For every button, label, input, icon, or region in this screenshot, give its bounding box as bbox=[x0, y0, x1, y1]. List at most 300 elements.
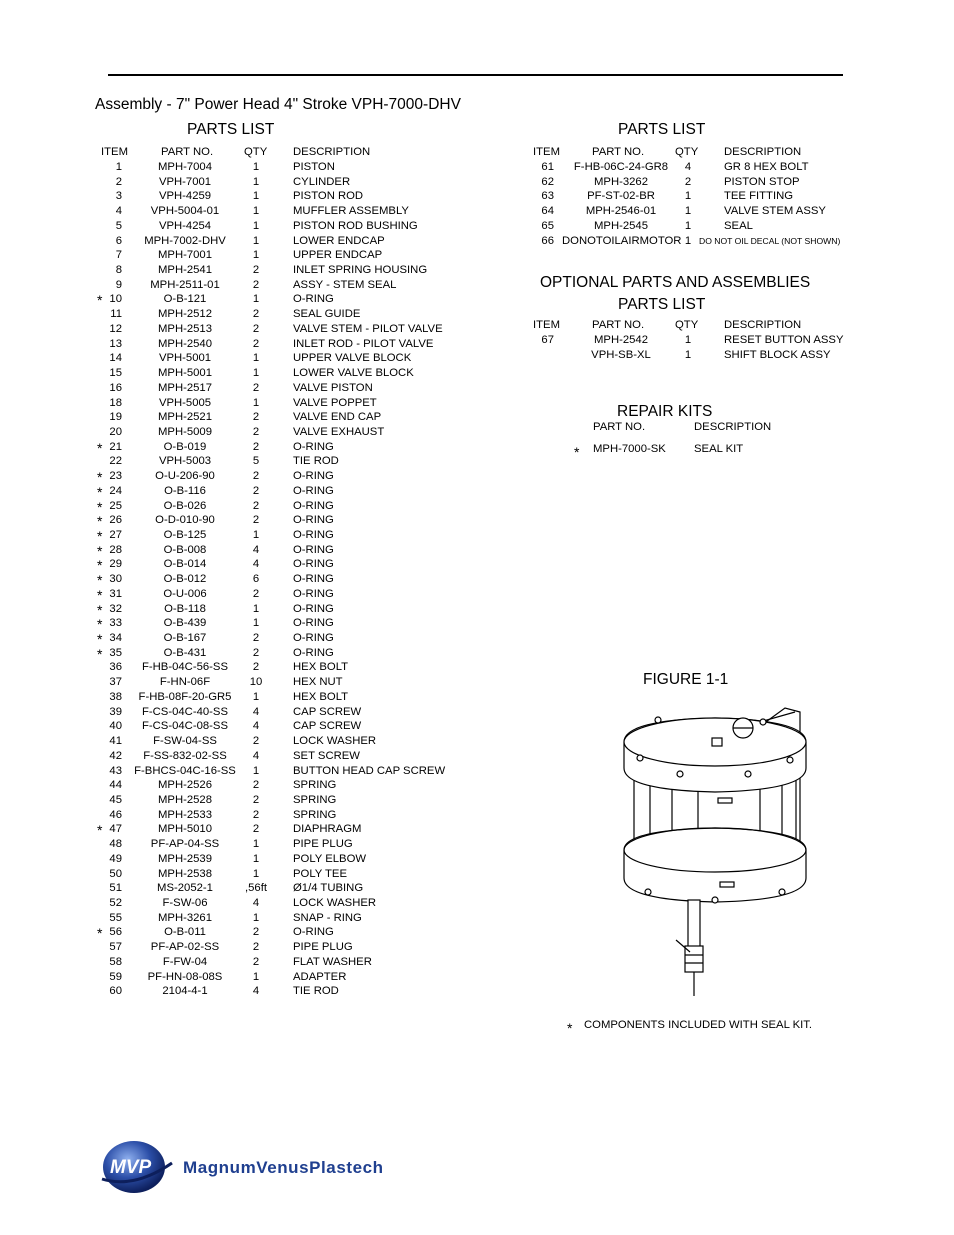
description: PISTON ROD bbox=[293, 190, 364, 203]
quantity: 2 bbox=[252, 808, 260, 821]
seal-kit-marker: * bbox=[97, 572, 103, 589]
quantity: 10 bbox=[249, 676, 263, 689]
item-number: 39 bbox=[109, 705, 122, 718]
description: VALVE END CAP bbox=[293, 411, 382, 424]
mvp-logo-icon bbox=[100, 1133, 400, 1197]
quantity: 2 bbox=[252, 941, 260, 954]
part-number: 2104-4-1 bbox=[162, 985, 208, 998]
part-number: MPH-3261 bbox=[158, 911, 212, 924]
part-number: VPH-5001 bbox=[158, 352, 212, 365]
seal-kit-note: COMPONENTS INCLUDED WITH SEAL KIT. bbox=[584, 1019, 813, 1031]
description: CAP SCREW bbox=[293, 705, 362, 718]
quantity: 1 bbox=[252, 852, 260, 865]
part-row bbox=[0, 925, 480, 940]
item-number: 36 bbox=[109, 661, 122, 674]
quantity: 1 bbox=[684, 348, 692, 361]
quantity: 1 bbox=[252, 293, 260, 306]
part-row bbox=[0, 587, 480, 602]
part-row bbox=[0, 513, 480, 528]
description: LOWER ENDCAP bbox=[293, 234, 385, 247]
part-number: O-B-118 bbox=[164, 602, 206, 615]
description: O-RING bbox=[293, 470, 334, 483]
right-col-header-description: DESCRIPTION bbox=[724, 146, 802, 158]
part-row bbox=[0, 189, 954, 204]
quantity: 1 bbox=[684, 190, 692, 203]
right-col-header-part-no: PART NO. bbox=[592, 146, 645, 158]
part-row bbox=[0, 333, 954, 348]
quantity: 5 bbox=[252, 455, 260, 468]
item-number: 20 bbox=[109, 425, 122, 438]
item-number: 7 bbox=[115, 249, 122, 262]
quantity: 4 bbox=[252, 985, 260, 998]
part-row bbox=[0, 160, 954, 175]
main-parts-heading: PARTS LIST bbox=[187, 121, 275, 138]
description: VALVE PISTON bbox=[293, 381, 373, 394]
item-number: 55 bbox=[109, 911, 122, 924]
item-number: 11 bbox=[110, 308, 122, 321]
part-row bbox=[0, 808, 480, 823]
item-number: 60 bbox=[109, 985, 122, 998]
description: CAP SCREW bbox=[293, 720, 362, 733]
part-row bbox=[0, 292, 480, 307]
part-row bbox=[0, 675, 480, 690]
part-number: MPH-7001 bbox=[158, 249, 212, 262]
item-number: 45 bbox=[109, 793, 122, 806]
description: LOCK WASHER bbox=[293, 897, 377, 909]
part-number: O-D-010-90 bbox=[155, 514, 215, 527]
description: O-RING bbox=[293, 573, 334, 586]
part-number: F-HB-06C-24-GR8 bbox=[573, 161, 669, 173]
description: SEAL bbox=[724, 219, 753, 232]
part-number: VPH-SB-XL bbox=[591, 348, 651, 361]
part-row bbox=[0, 557, 480, 572]
description: PISTON STOP bbox=[724, 175, 800, 188]
part-number: MS-2052-1 bbox=[157, 882, 213, 895]
logo-badge-text: MVP bbox=[110, 1157, 152, 1178]
quantity: 2 bbox=[684, 175, 692, 188]
part-number: MPH-2517 bbox=[158, 381, 212, 394]
part-number: MPH-5010 bbox=[158, 823, 212, 836]
part-row bbox=[0, 793, 480, 808]
part-number: MPH-2539 bbox=[158, 852, 212, 865]
item-number: 63 bbox=[541, 190, 554, 203]
description: CYLINDER bbox=[293, 175, 351, 188]
seal-kit-marker: * bbox=[97, 528, 103, 544]
seal-kit-marker: * bbox=[97, 439, 103, 456]
description: ADAPTER bbox=[293, 970, 347, 983]
part-number: MPH-2545 bbox=[594, 219, 648, 232]
part-number: O-B-012 bbox=[163, 573, 207, 586]
quantity: 1 bbox=[252, 867, 260, 880]
part-number: DONOTOILAIRMOTOR bbox=[562, 234, 682, 247]
description: TIE ROD bbox=[293, 985, 339, 998]
part-number: MPH-2512 bbox=[158, 308, 212, 321]
part-row bbox=[0, 425, 480, 440]
repair-col-header-part-no: PART NO. bbox=[593, 421, 646, 433]
seal-kit-marker: * bbox=[97, 616, 103, 633]
col-header-description: DESCRIPTION bbox=[293, 146, 371, 158]
quantity: 1 bbox=[252, 249, 260, 262]
seal-kit-part-no: MPH-7000-SK bbox=[593, 443, 666, 455]
part-row bbox=[0, 528, 480, 543]
description: O-RING bbox=[293, 587, 334, 600]
part-row bbox=[0, 837, 480, 852]
part-number: F-CS-04C-40-SS bbox=[141, 705, 228, 718]
description: SPRING bbox=[293, 793, 337, 806]
item-number: 48 bbox=[109, 838, 122, 851]
item-number: 37 bbox=[109, 676, 122, 689]
description: SEAL GUIDE bbox=[293, 308, 361, 321]
page-title: Assembly - 7" Power Head 4" Stroke VPH-7000-DHV bbox=[95, 96, 461, 113]
item-number: 9 bbox=[115, 278, 122, 291]
part-row bbox=[0, 278, 480, 293]
quantity: 2 bbox=[252, 823, 260, 836]
description: GR 8 HEX BOLT bbox=[724, 161, 809, 173]
part-number: F-SW-04-SS bbox=[153, 735, 217, 748]
quantity: 4 bbox=[252, 558, 260, 571]
quantity: 2 bbox=[252, 926, 260, 939]
part-number: O-B-026 bbox=[163, 499, 207, 512]
description: SHIFT BLOCK ASSY bbox=[724, 348, 831, 361]
item-number: 62 bbox=[541, 175, 554, 188]
part-number: MPH-3262 bbox=[594, 175, 648, 188]
description: O-RING bbox=[293, 617, 334, 630]
quantity: 1 bbox=[684, 219, 692, 232]
part-number: VPH-5005 bbox=[158, 396, 212, 409]
description: SET SCREW bbox=[293, 749, 360, 762]
part-number: F-SW-06 bbox=[162, 897, 208, 909]
quantity: 4 bbox=[252, 720, 260, 733]
description: INLET ROD - PILOT VALVE bbox=[293, 337, 434, 350]
optional-col-header-item: ITEM bbox=[533, 319, 560, 331]
item-number: 47 bbox=[109, 823, 122, 836]
item-number: 8 bbox=[115, 264, 122, 277]
quantity: 4 bbox=[252, 705, 260, 718]
optional-col-header-description: DESCRIPTION bbox=[724, 319, 802, 331]
quantity: 2 bbox=[252, 411, 260, 424]
quantity: 1 bbox=[252, 911, 260, 924]
part-row bbox=[0, 572, 480, 587]
item-number: 29 bbox=[109, 558, 122, 571]
item-number: 3 bbox=[115, 190, 122, 203]
part-row bbox=[0, 911, 480, 926]
quantity: 1 bbox=[252, 352, 260, 365]
right-parts-heading: PARTS LIST bbox=[618, 121, 706, 138]
quantity: 1 bbox=[252, 234, 260, 247]
item-number: 44 bbox=[109, 779, 122, 792]
description: O-RING bbox=[293, 632, 334, 645]
item-number: 51 bbox=[109, 882, 122, 895]
right-col-header-item: ITEM bbox=[533, 146, 560, 158]
seal-kit-marker: * bbox=[97, 292, 103, 309]
seal-kit-marker: * bbox=[97, 542, 103, 559]
description: FLAT WASHER bbox=[293, 955, 372, 968]
part-row bbox=[0, 263, 480, 278]
part-number: MPH-2540 bbox=[158, 337, 212, 350]
part-number: O-B-008 bbox=[163, 543, 207, 556]
item-number: 58 bbox=[109, 955, 122, 968]
quantity: 6 bbox=[252, 573, 260, 586]
description: PIPE PLUG bbox=[293, 941, 353, 954]
quantity: 2 bbox=[252, 381, 260, 394]
quantity: 2 bbox=[252, 793, 260, 806]
description: ASSY - STEM SEAL bbox=[293, 278, 397, 291]
description: O-RING bbox=[293, 484, 334, 497]
part-row bbox=[0, 366, 480, 381]
seal-kit-marker: * bbox=[97, 822, 103, 839]
item-number: 43 bbox=[109, 764, 122, 777]
item-number: 2 bbox=[115, 175, 122, 188]
item-number: 1 bbox=[115, 161, 122, 173]
part-row bbox=[0, 484, 480, 499]
repair-col-header-description: DESCRIPTION bbox=[694, 421, 772, 433]
part-row bbox=[0, 204, 954, 219]
part-row bbox=[0, 660, 480, 675]
quantity: 1 bbox=[252, 838, 260, 851]
part-number: MPH-2521 bbox=[158, 411, 212, 424]
part-row bbox=[0, 822, 480, 837]
quantity: 1 bbox=[252, 219, 260, 232]
quantity: 2 bbox=[252, 779, 260, 792]
part-row bbox=[0, 764, 480, 779]
description: O-RING bbox=[293, 926, 334, 939]
item-number: 16 bbox=[109, 381, 122, 394]
part-row bbox=[0, 719, 480, 734]
optional-col-header-part-no: PART NO. bbox=[592, 319, 645, 331]
description: TEE FITTING bbox=[724, 190, 794, 203]
quantity: 2 bbox=[252, 470, 260, 483]
part-number: VPH-7001 bbox=[158, 175, 212, 188]
quantity: 1 bbox=[252, 190, 260, 203]
description: O-RING bbox=[293, 440, 334, 453]
part-number: MPH-2538 bbox=[158, 867, 212, 880]
part-number: MPH-5009 bbox=[158, 425, 212, 438]
quantity: ,56ft bbox=[245, 882, 267, 895]
part-row bbox=[0, 602, 480, 617]
item-number: 28 bbox=[109, 543, 122, 556]
part-row bbox=[0, 970, 480, 985]
quantity: 1 bbox=[252, 764, 260, 777]
seal-note-marker: * bbox=[567, 1020, 573, 1036]
item-number: 40 bbox=[109, 720, 122, 733]
seal-kit-marker: * bbox=[97, 645, 103, 662]
part-number: VPH-5004-01 bbox=[150, 205, 220, 218]
item-number: 46 bbox=[109, 808, 122, 821]
description: RESET BUTTON ASSY bbox=[724, 334, 844, 346]
quantity: 2 bbox=[252, 308, 260, 321]
quantity: 1 bbox=[252, 396, 260, 409]
quantity: 2 bbox=[252, 587, 260, 600]
description: O-RING bbox=[293, 543, 334, 556]
quantity: 2 bbox=[252, 955, 260, 968]
item-number: 33 bbox=[109, 617, 122, 630]
part-row bbox=[0, 410, 480, 425]
quantity: 4 bbox=[252, 543, 260, 556]
quantity: 1 bbox=[252, 617, 260, 630]
part-number: F-FW-04 bbox=[162, 955, 208, 968]
item-number: 18 bbox=[109, 396, 122, 409]
item-number: 42 bbox=[109, 749, 122, 762]
seal-kit-marker: * bbox=[97, 557, 103, 574]
description: UPPER VALVE BLOCK bbox=[293, 352, 412, 365]
item-number: 32 bbox=[109, 602, 122, 615]
part-row bbox=[0, 705, 480, 720]
part-number: O-B-011 bbox=[164, 926, 206, 939]
part-number: O-B-125 bbox=[163, 529, 207, 541]
part-number: MPH-2511-01 bbox=[150, 278, 220, 291]
part-row bbox=[0, 219, 954, 234]
item-number: 13 bbox=[109, 337, 122, 350]
part-number: MPH-2513 bbox=[158, 322, 212, 335]
part-number: PF-AP-04-SS bbox=[150, 838, 220, 851]
item-number: 35 bbox=[109, 646, 122, 659]
part-number: MPH-2542 bbox=[594, 334, 648, 346]
item-number: 65 bbox=[541, 219, 554, 232]
part-row bbox=[0, 234, 954, 249]
item-number: 14 bbox=[109, 352, 122, 365]
part-number: MPH-2533 bbox=[158, 808, 212, 821]
description: PIPE PLUG bbox=[293, 838, 353, 851]
part-row bbox=[0, 984, 480, 999]
part-number: F-HB-08F-20-GR5 bbox=[138, 690, 232, 703]
part-row bbox=[0, 381, 480, 396]
repair-kits-heading: REPAIR KITS bbox=[617, 403, 713, 420]
item-number: 31 bbox=[109, 587, 122, 600]
part-row bbox=[0, 248, 480, 263]
item-number: 34 bbox=[109, 632, 122, 645]
part-row bbox=[0, 631, 480, 646]
part-number: MPH-2526 bbox=[158, 779, 212, 792]
part-row bbox=[0, 499, 480, 514]
quantity: 1 bbox=[252, 970, 260, 983]
part-number: VPH-4254 bbox=[158, 219, 212, 232]
part-number: F-HB-04C-56-SS bbox=[141, 661, 228, 674]
description: VALVE STEM - PILOT VALVE bbox=[293, 322, 443, 335]
item-number: 67 bbox=[541, 334, 554, 346]
quantity: 1 bbox=[252, 205, 260, 218]
part-row bbox=[0, 940, 480, 955]
part-number: O-B-014 bbox=[163, 558, 207, 571]
item-number: 22 bbox=[109, 455, 122, 468]
description: POLY ELBOW bbox=[293, 852, 367, 865]
part-number: MPH-2528 bbox=[158, 793, 212, 806]
quantity: 2 bbox=[252, 337, 260, 350]
part-number: MPH-5001 bbox=[158, 367, 212, 380]
description: O-RING bbox=[293, 646, 334, 659]
part-row bbox=[0, 543, 480, 558]
part-row bbox=[0, 881, 480, 896]
quantity: 2 bbox=[252, 425, 260, 438]
quantity: 2 bbox=[252, 264, 260, 277]
seal-kit-marker: * bbox=[574, 444, 580, 460]
part-number: VPH-4259 bbox=[158, 190, 212, 203]
quantity: 2 bbox=[252, 661, 260, 674]
part-number: O-U-206-90 bbox=[155, 470, 215, 483]
description: O-RING bbox=[293, 529, 334, 541]
item-number: 61 bbox=[541, 161, 554, 173]
item-number: 66 bbox=[541, 234, 554, 247]
description: VALVE EXHAUST bbox=[293, 425, 385, 438]
part-number: O-B-116 bbox=[164, 484, 206, 497]
description: UPPER ENDCAP bbox=[293, 249, 383, 262]
part-number: F-CS-04C-08-SS bbox=[141, 720, 228, 733]
part-number: O-B-019 bbox=[163, 440, 207, 453]
part-row bbox=[0, 867, 480, 882]
part-row bbox=[0, 440, 480, 455]
item-number: 12 bbox=[109, 322, 122, 335]
part-number: PF-AP-02-SS bbox=[150, 941, 220, 954]
item-number: 21 bbox=[109, 440, 122, 453]
optional-heading: OPTIONAL PARTS AND ASSEMBLIES bbox=[540, 274, 811, 291]
description: TIE ROD bbox=[293, 455, 339, 468]
item-number: 50 bbox=[109, 867, 122, 880]
part-number: O-B-121 bbox=[163, 293, 207, 306]
description: LOCK WASHER bbox=[293, 735, 377, 748]
item-number: 49 bbox=[109, 852, 122, 865]
description: SPRING bbox=[293, 808, 337, 821]
part-row bbox=[0, 955, 480, 970]
logo-wordmark: MagnumVenusPlastech bbox=[183, 1158, 383, 1177]
quantity: 1 bbox=[684, 205, 692, 218]
description: O-RING bbox=[293, 514, 334, 527]
part-number: F-BHCS-04C-16-SS bbox=[134, 764, 236, 777]
quantity: 1 bbox=[252, 175, 260, 188]
seal-kit-marker: * bbox=[97, 483, 103, 500]
description: LOWER VALVE BLOCK bbox=[293, 367, 414, 380]
col-header-qty: QTY bbox=[244, 146, 268, 158]
quantity: 2 bbox=[252, 278, 260, 291]
seal-kit-marker: * bbox=[97, 925, 103, 942]
part-row bbox=[0, 175, 954, 190]
item-number: 59 bbox=[109, 970, 122, 983]
description: PISTON ROD BUSHING bbox=[293, 219, 418, 232]
quantity: 2 bbox=[252, 632, 260, 645]
description: VALVE STEM ASSY bbox=[724, 205, 826, 218]
seal-kit-marker: * bbox=[97, 469, 103, 486]
item-number: 41 bbox=[109, 735, 122, 748]
description: O-RING bbox=[293, 499, 334, 512]
part-row bbox=[0, 749, 480, 764]
description: POLY TEE bbox=[293, 867, 348, 880]
description: BUTTON HEAD CAP SCREW bbox=[293, 764, 446, 777]
seal-kit-marker: * bbox=[97, 498, 103, 515]
quantity: 1 bbox=[252, 161, 260, 173]
item-number: 15 bbox=[109, 367, 122, 380]
seal-kit-marker: * bbox=[97, 586, 103, 603]
description: PISTON bbox=[293, 161, 335, 173]
description: O-RING bbox=[293, 602, 334, 615]
quantity: 4 bbox=[684, 161, 692, 173]
item-number: 64 bbox=[541, 205, 554, 218]
description: SNAP - RING bbox=[293, 911, 362, 924]
quantity: 1 bbox=[252, 602, 260, 615]
part-row bbox=[0, 690, 480, 705]
quantity: 1 bbox=[252, 529, 260, 541]
part-number: F-HN-06F bbox=[159, 676, 211, 689]
item-number: 52 bbox=[109, 897, 122, 909]
description: HEX BOLT bbox=[293, 690, 349, 703]
description: DO NOT OIL DECAL (NOT SHOWN) bbox=[699, 235, 841, 246]
item-number: 6 bbox=[115, 234, 122, 247]
item-number: 10 bbox=[109, 293, 122, 306]
company-logo bbox=[100, 1133, 400, 1197]
item-number: 57 bbox=[109, 941, 122, 954]
optional-parts-heading: PARTS LIST bbox=[618, 296, 706, 313]
col-header-part-no: PART NO. bbox=[161, 146, 214, 158]
part-number: MPH-7002-DHV bbox=[144, 234, 226, 247]
part-number: MPH-7004 bbox=[158, 161, 212, 173]
part-number: O-B-167 bbox=[163, 632, 207, 645]
